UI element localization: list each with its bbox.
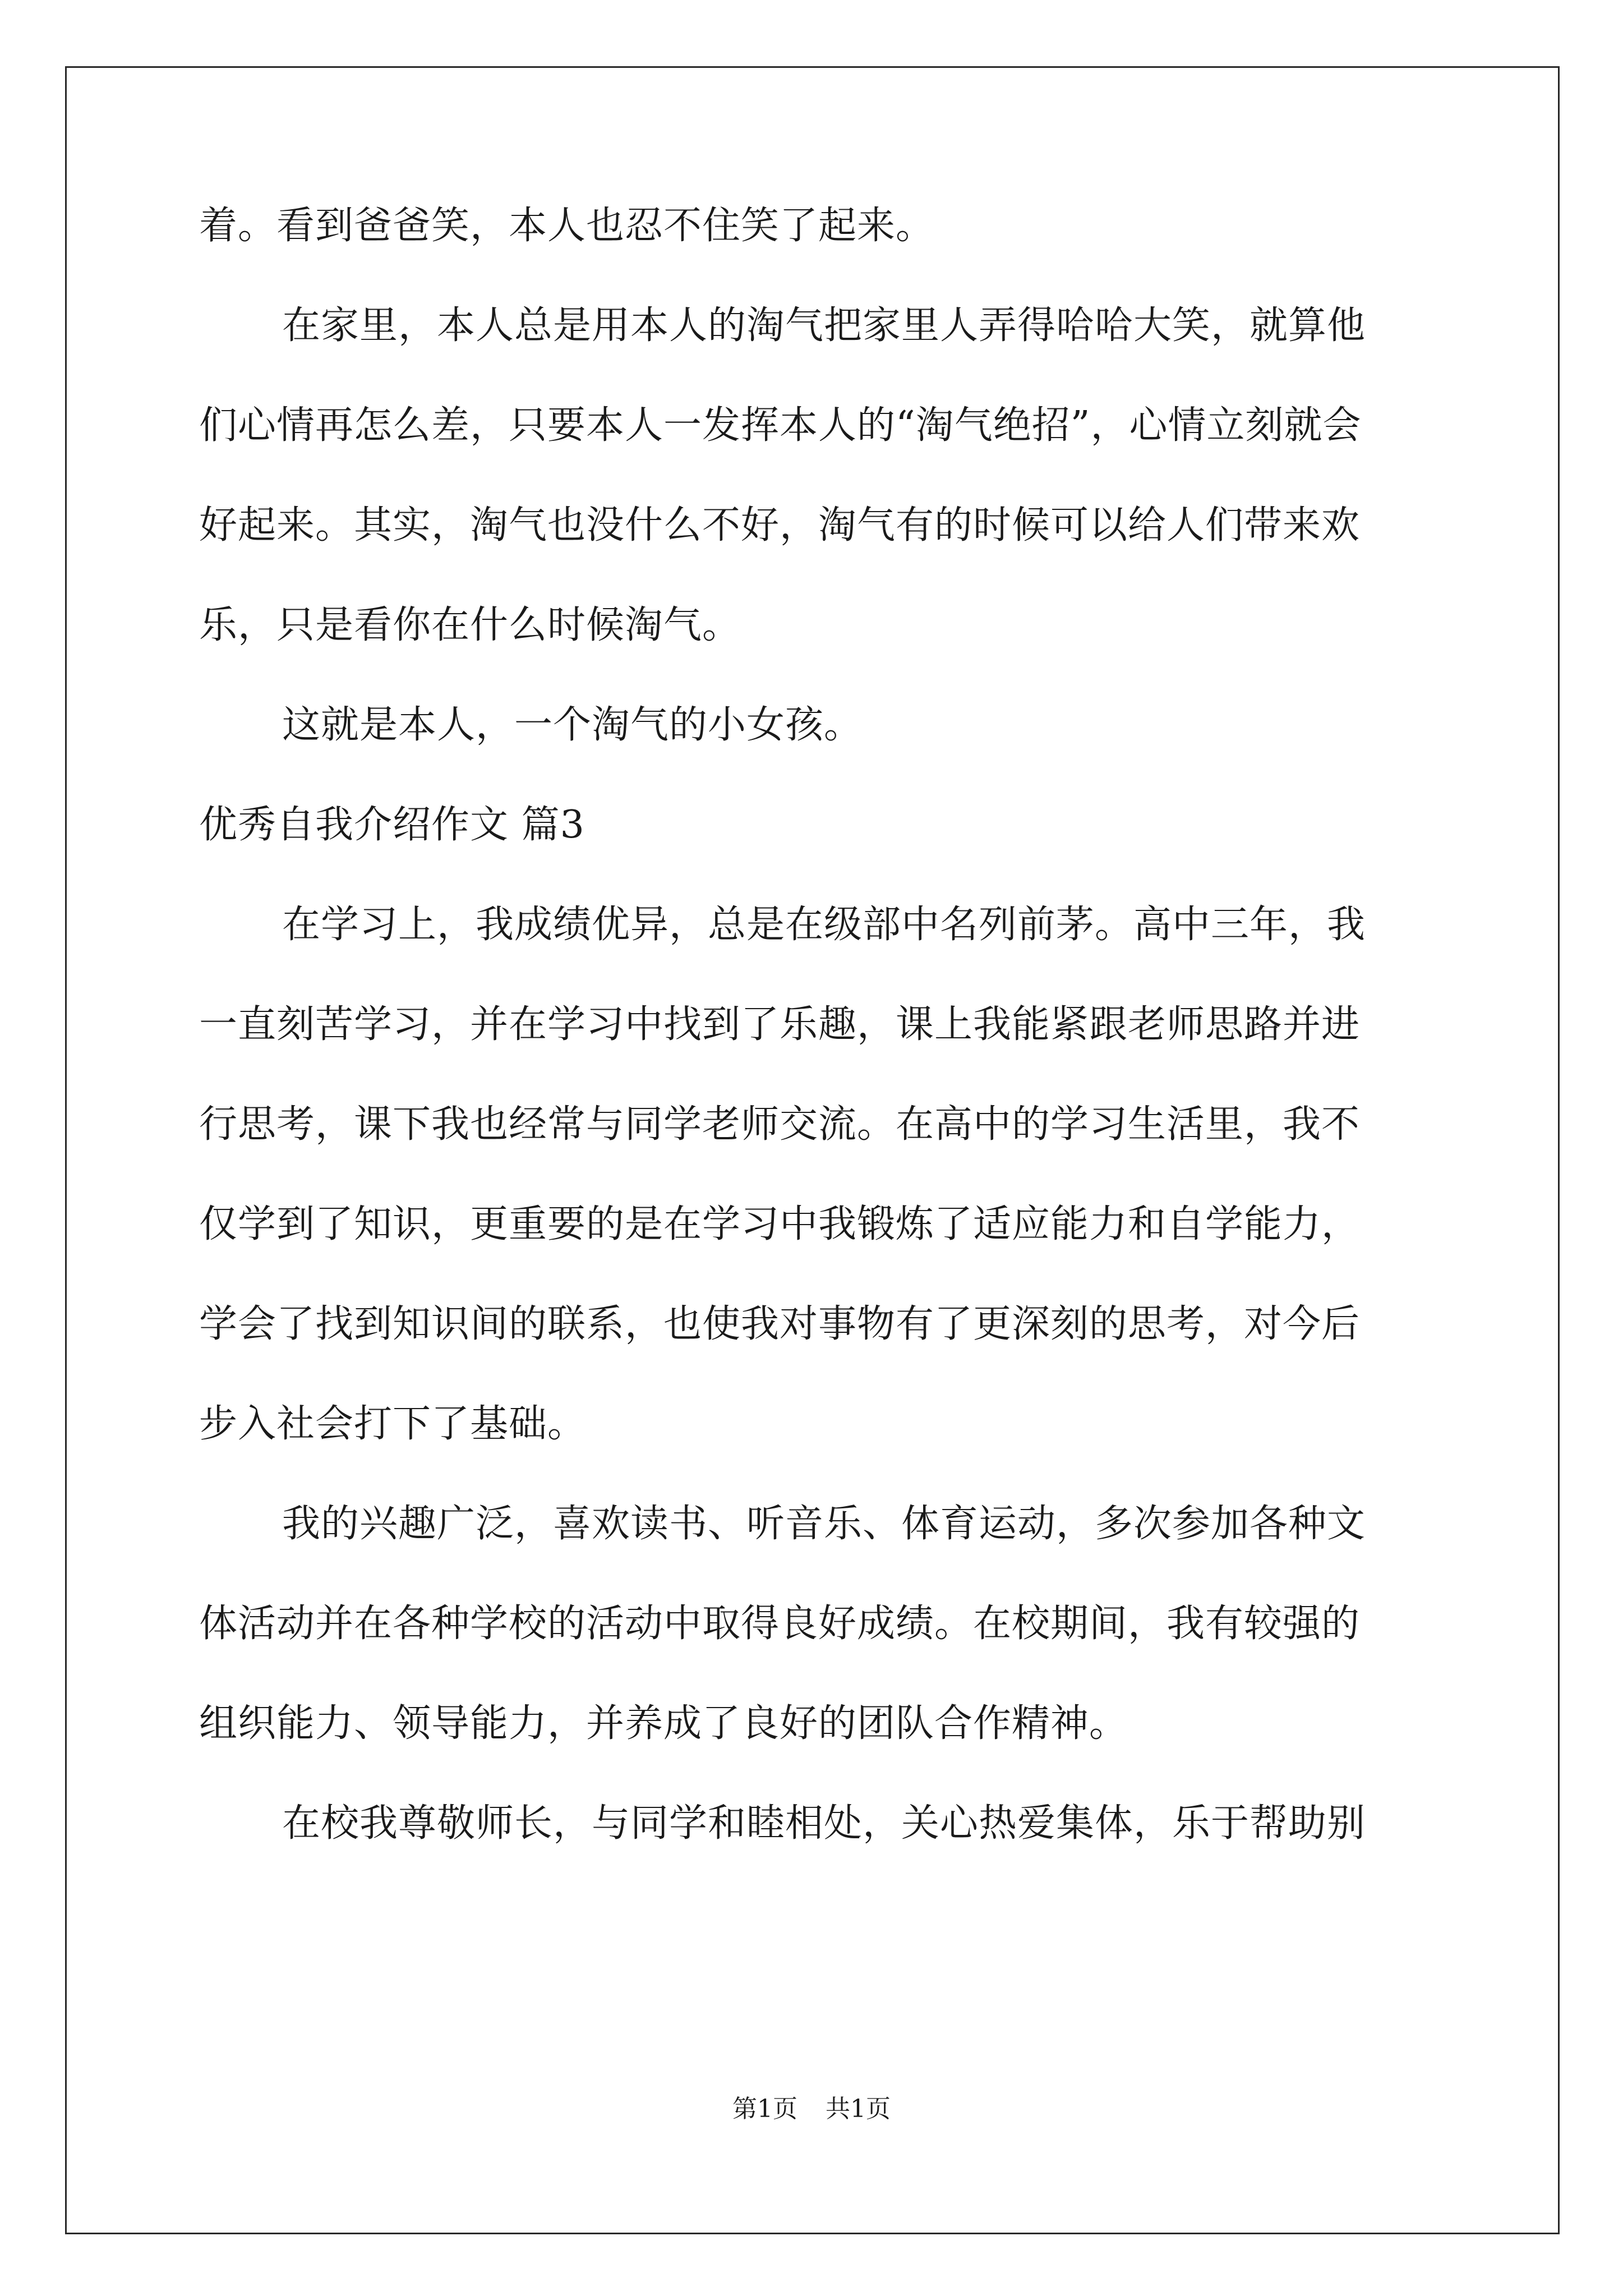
text-line: 在家里，本人总是用本人的淘气把家里人弄得哈哈大笑，就算他 bbox=[282, 303, 1366, 348]
section-heading: 优秀自我介绍作文 篇3 bbox=[199, 803, 585, 847]
text-line: 体活动并在各种学校的活动中取得良好成绩。在校期间，我有较强的 bbox=[199, 1602, 1361, 1646]
text-line: 组织能力、领导能力，并养成了良好的团队合作精神。 bbox=[199, 1701, 1128, 1746]
text-line: 行思考，课下我也经常与同学老师交流。在高中的学习生活里，我不 bbox=[199, 1102, 1361, 1147]
page-total: 共1页 bbox=[826, 2095, 891, 2123]
text-line: 步入社会打下了基础。 bbox=[199, 1402, 587, 1446]
text-line: 乐，只是看你在什么时候淘气。 bbox=[199, 603, 741, 647]
page-number: 第1页 bbox=[732, 2095, 797, 2123]
text-line: 好起来。其实，淘气也没什么不好，淘气有的时候可以给人们带来欢 bbox=[199, 503, 1361, 547]
text-line: 仅学到了知识，更重要的是在学习中我锻炼了适应能力和自学能力， bbox=[199, 1202, 1361, 1246]
text-line: 着。看到爸爸笑，本人也忍不住笑了起来。 bbox=[199, 204, 935, 248]
text-line: 一直刻苦学习，并在学习中找到了乐趣，课上我能紧跟老师思路并进 bbox=[199, 1002, 1361, 1047]
text-line: 在学习上，我成绩优异，总是在级部中名列前茅。高中三年，我 bbox=[282, 903, 1366, 947]
document-body bbox=[199, 196, 1427, 1853]
text-line: 们心情再怎么差，只要本人一发挥本人的“淘气绝招”，心情立刻就会 bbox=[199, 403, 1362, 448]
page-footer bbox=[0, 2092, 1623, 2126]
text-line: 学会了找到知识间的联系，也使我对事物有了更深刻的思考，对今后 bbox=[199, 1302, 1361, 1346]
text-line: 在校我尊敬师长，与同学和睦相处，关心热爱集体，乐于帮助别 bbox=[282, 1801, 1366, 1846]
text-line: 这就是本人，一个淘气的小女孩。 bbox=[282, 703, 863, 747]
text-line: 我的兴趣广泛，喜欢读书、听音乐、体育运动，多次参加各种文 bbox=[282, 1502, 1366, 1546]
